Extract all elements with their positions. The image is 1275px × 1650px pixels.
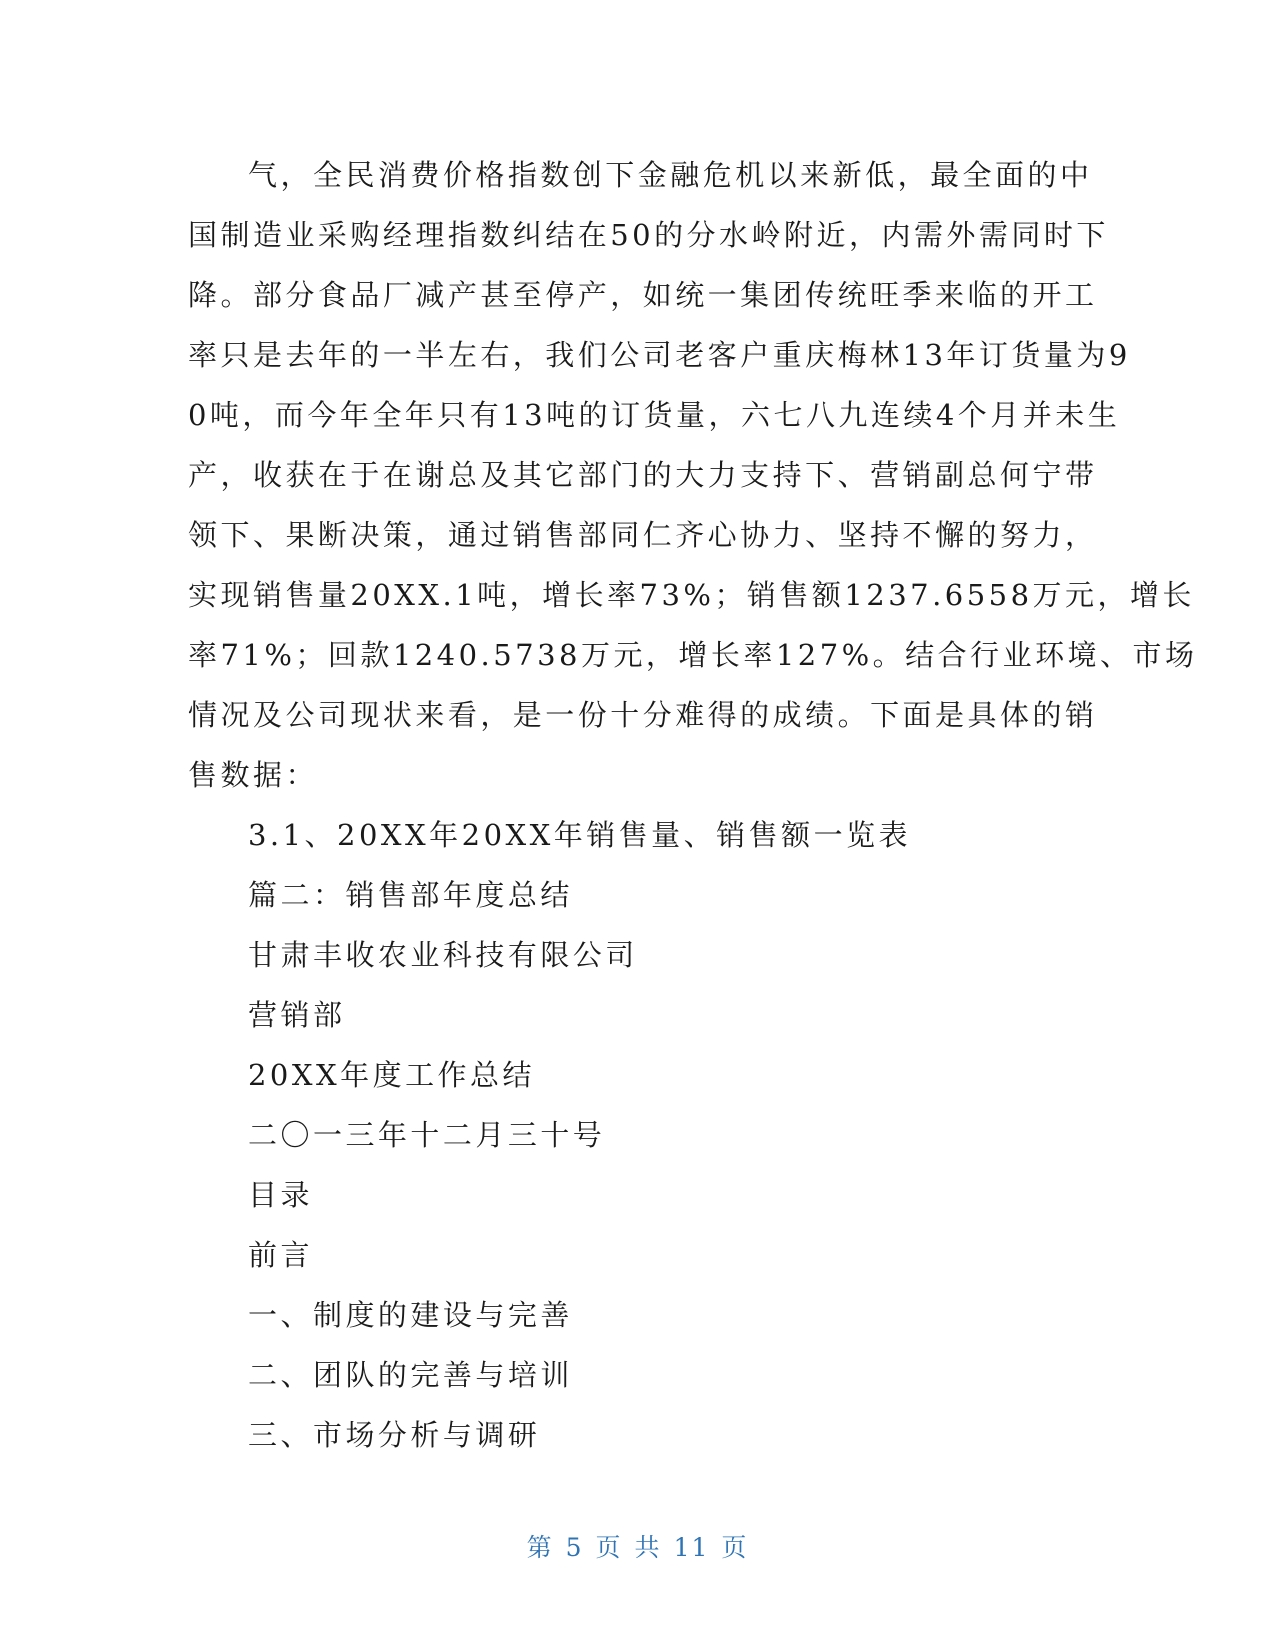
paragraph-line: 降。部分食品厂减产甚至停产，如统一集团传统旺季来临的开工 xyxy=(188,278,1098,312)
department-name: 营销部 xyxy=(248,998,346,1032)
paragraph-line: 产，收获在于在谢总及其它部门的大力支持下、营销副总何宁带 xyxy=(188,458,1098,492)
total-page-count: 11 xyxy=(673,1533,710,1562)
toc-item: 一、制度的建设与完善 xyxy=(248,1298,573,1332)
page-footer xyxy=(0,1528,1275,1564)
paragraph-line: 领下、果断决策，通过销售部同仁齐心协力、坚持不懈的努力， xyxy=(188,518,1098,552)
document-items xyxy=(248,805,1068,1465)
toc-heading: 目录 xyxy=(248,1178,313,1212)
body-paragraph xyxy=(188,145,1198,805)
paragraph-line: 售数据： xyxy=(188,758,318,792)
paragraph-line: 国制造业采购经理指数纠结在50的分水岭附近，内需外需同时下 xyxy=(188,218,1109,252)
paragraph-line: 情况及公司现状来看，是一份十分难得的成绩。下面是具体的销 xyxy=(188,698,1098,732)
paragraph-line: 率71%；回款1240.5738万元，增长率127%。结合行业环境、市场 xyxy=(188,638,1198,672)
footer-suffix: 页 xyxy=(721,1533,749,1562)
toc-item: 二、团队的完善与培训 xyxy=(248,1358,573,1392)
toc-item: 前言 xyxy=(248,1238,313,1272)
company-name: 甘肃丰收农业科技有限公司 xyxy=(248,938,638,972)
table-caption: 3.1、20XX年20XX年销售量、销售额一览表 xyxy=(248,818,912,852)
section-heading: 篇二：销售部年度总结 xyxy=(248,878,573,912)
footer-page-word: 页 xyxy=(595,1533,623,1562)
current-page-number: 5 xyxy=(565,1533,584,1562)
footer-prefix: 第 xyxy=(526,1533,554,1562)
paragraph-line: 0吨，而今年全年只有13吨的订货量，六七八九连续4个月并未生 xyxy=(188,398,1121,432)
report-title: 20XX年度工作总结 xyxy=(248,1058,535,1092)
paragraph-line: 气，全民消费价格指数创下金融危机以来新低，最全面的中 xyxy=(248,158,1093,192)
footer-total-word: 共 xyxy=(634,1533,662,1562)
report-date: 二〇一三年十二月三十号 xyxy=(248,1118,606,1152)
toc-item: 三、市场分析与调研 xyxy=(248,1418,541,1452)
paragraph-line: 实现销售量20XX.1吨，增长率73%；销售额1237.6558万元，增长 xyxy=(188,578,1195,612)
paragraph-line: 率只是去年的一半左右，我们公司老客户重庆梅林13年订货量为9 xyxy=(188,338,1131,372)
